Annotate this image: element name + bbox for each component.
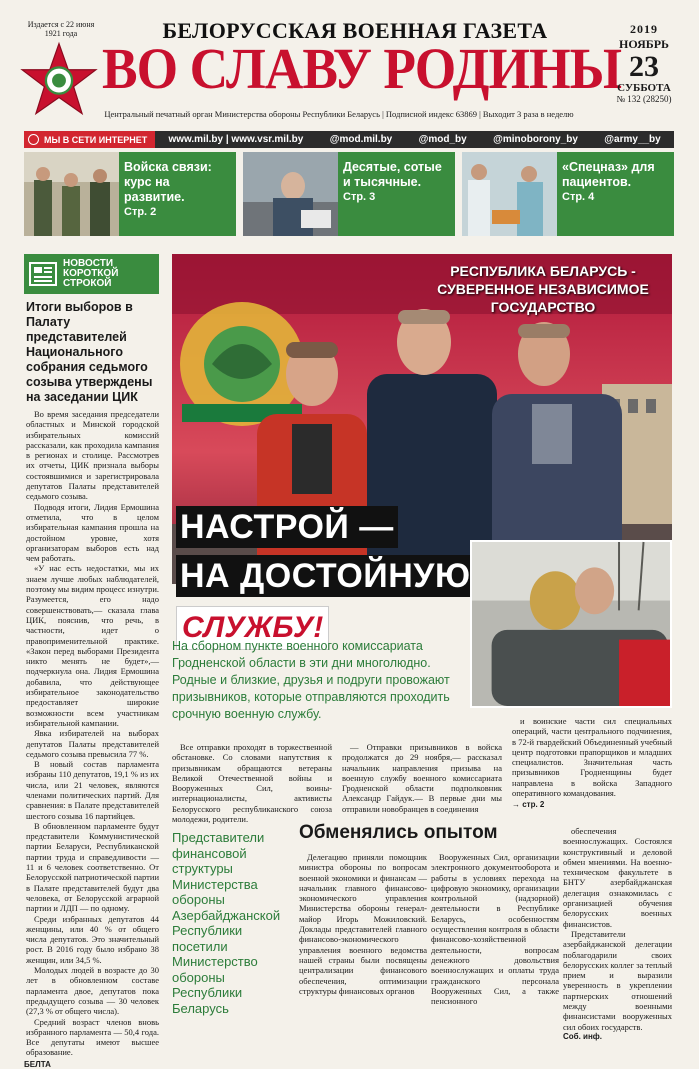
teaser-tenths[interactable] bbox=[243, 152, 455, 236]
news-paragraph: В новый состав парламента избраны 110 депутатов, 19,1 % из их числа, или 21 человек, являются членами политических партий. Для сравнения: в Палате представителей шестого созыва 16 партийцев. bbox=[26, 759, 159, 821]
news-paragraph: Явка избирателей на выборах депутатов Палаты представителей седьмого созыва превысила 77 %. bbox=[26, 728, 159, 759]
news-header bbox=[24, 254, 159, 294]
web-link-facebook[interactable]: @mod.mil.by bbox=[329, 134, 393, 145]
news-body bbox=[24, 409, 159, 1058]
feature-lead: На сборном пункте военного комиссариата Гродненской области в эти дни многолюдно. Родные и близкие, друзья и подруги провожают призывников, которые отправляются проходить срочную военную службу. bbox=[172, 639, 450, 721]
teaser-title: Десятые, сотые и тысячные. bbox=[343, 160, 442, 189]
continued-link[interactable]: → стр. 2 bbox=[512, 800, 545, 809]
web-link-sites[interactable]: www.mil.by | www.vsr.mil.by bbox=[168, 134, 304, 145]
newspaper-title: ВО СЛАВУ РОДИНЫ bbox=[102, 36, 622, 101]
web-link-instagram[interactable]: @army__by bbox=[604, 134, 661, 145]
issue-month: НОЯБРЬ bbox=[619, 37, 669, 51]
internet-bar bbox=[24, 131, 674, 148]
news-paragraph: В обновленном парламенте будут представители Коммунистической партии Беларуси, Республиканской партии труда и справедливости — 11 и 6 человек соответственно. От Белорусской патриотической партии в Палате представителей будут два человека, от Белорусской аграрной партии и ЛДП — по одному. bbox=[26, 820, 159, 914]
web-link-vk[interactable]: @minoborony_by bbox=[493, 134, 578, 145]
teaser-page: Стр. 2 bbox=[124, 206, 157, 218]
news-source: БЕЛТА bbox=[24, 1059, 51, 1069]
feature-banner: РЕСПУБЛИКА БЕЛАРУСЬ - СУВЕРЕННОЕ НЕЗАВИСИМОЕ ГОСУДАРСТВО bbox=[437, 263, 649, 315]
issue-day: 23 bbox=[629, 50, 659, 83]
teaser-page: Стр. 4 bbox=[562, 191, 595, 203]
issue-date bbox=[600, 22, 688, 104]
exchange-col-3b: Представители азербайджанской делегации поблагодарили своих белорусских коллег за теплый прием и выразили уверенность в укреплении партнерских отношений между военными финансистами вооруженных сил обоих государств. bbox=[563, 928, 672, 1032]
news-paragraph: Молодых людей в возрасте до 30 лет в обновленном составе парламента двое, депутатов пока предыдущего созыва — 30 человек (27,3 % от общего числа). bbox=[26, 965, 159, 1017]
teaser-title: «Спецназ» для пациентов. bbox=[562, 160, 655, 189]
teaser-signal-troops[interactable] bbox=[24, 152, 236, 236]
feature-col-3: и воинские части сил специальных операций, части центрального подчинения, в 72-й гвардейский Объединенный учебный центр подготовки прапорщиков и младших специалистов. Значительная часть призывников Гродненщины будет направлена в войска Западного оперативного командования. bbox=[512, 716, 672, 799]
photo-farewell-embrace bbox=[470, 540, 672, 708]
news-paragraph: «У нас есть недостатки, мы их знаем лучше любых наблюдателей, поэтому мы видим процесс изнутри. Разумеется, его надо совершенствовать,— сказала глава ЦИК, пояснив, что речь, в частности, идет о правоприменительной практике. «Закон перед выборами Президента никто менять не будет»,— подчеркнула она. Лидия Ермошина добавила, что действующее избирательное законодательство предоставляет широкие возможности всем участникам избирательной кампании. bbox=[26, 563, 159, 728]
teaser-photo-medics bbox=[462, 152, 557, 236]
web-link-twitter[interactable]: @mod_by bbox=[418, 134, 467, 145]
newspaper-supertitle: БЕЛОРУССКАЯ ВОЕННАЯ ГАЗЕТА bbox=[162, 18, 548, 43]
exchange-col-2: Вооруженных Сил, организации электронного документооборота и работы в условиях перехода на цифровую экономику, организации контрольной (надзорной) деятельности в Республике Беларусь, особенностям осуществления контроля в области финансово-хозяйственной деятельности, вопросам денежного довольствия военнослужащих и оплаты труда гражданского персонала Вооруженных Сил, а также пенсионного bbox=[431, 852, 559, 1007]
headline-line-1: НАСТРОЙ — bbox=[176, 506, 398, 548]
issue-year: 2019 bbox=[630, 22, 658, 36]
feature-headline bbox=[176, 506, 475, 654]
exchange-lead-note: Представители финансовой структуры Министерства обороны Азербайджанской Республики посетили Министерство обороны Республики Беларусь bbox=[172, 830, 281, 1016]
news-paragraph: Во время заседания председатели областных и Минской городской избирательных комиссий рассказали, как проходила кампания в регионах и столице. Рассмотрев их отчеты, ЦИК признала выборы состоявшимися и зарегистрировала депутатов Палаты представителей седьмого созыва. bbox=[26, 409, 159, 502]
news-paragraph: Подводя итоги, Лидия Ермошина отметила, что в целом избирательная кампания прошла на достойном уровне, хотя организаторам выборов есть над чем работать. bbox=[26, 501, 159, 564]
headline-line-2: НА ДОСТОЙНУЮ bbox=[176, 555, 475, 597]
issue-number: № 132 (28250) bbox=[616, 94, 672, 104]
issue-weekday: СУББОТА bbox=[617, 82, 671, 94]
headline-line-3: СЛУЖБУ! bbox=[176, 606, 329, 650]
publisher-subline: Центральный печатный орган Министерства обороны Республики Беларусь | Подписной индекс 63869 | Выходит 3 раза в неделю bbox=[104, 109, 574, 119]
exchange-title: Обменялись опытом bbox=[299, 822, 498, 843]
feature-col-1: Все отправки проходят в торжественной обстановке. Со словами напутствия к призывникам обращаются ветераны Великой Отечественной войны и Вооруженных Сил, воины-интернационалисты, активисты Белорусского республиканского союза молодежи, родители. bbox=[172, 742, 332, 825]
exchange-article bbox=[297, 822, 672, 1041]
masthead bbox=[0, 0, 699, 126]
exchange-col-1: Делегацию приняли помощник министра обороны по вопросам военной экономики и финансам — начальник главного финансово-экономического управления Министерства обороны генерал-майор Игорь Можиловский. Доклады представителей главного финансово-экономического управления военного ведомства нашей страны были посвящены централизации финансового обеспечения, оптимизации структуры финансовых органов bbox=[299, 852, 427, 996]
news-headline: Итоги выборов в Палату представителей Национального собрания седьмого созыва утверждены на заседании ЦИК bbox=[26, 300, 153, 404]
news-header-label: НОВОСТИ КОРОТКОЙ СТРОКОЙ bbox=[63, 258, 119, 289]
exchange-col-3a: обеспечения военнослужащих. Состоялся конструктивный и деловой обмен мнениями. На военно-техническом факультете в БНТУ азербайджанская делегация ознакомилась с организацией обучения белорусских военных финансистов. bbox=[563, 826, 672, 929]
newspaper-icon bbox=[29, 261, 57, 287]
established-note: Издается с 22 июня 1921 года bbox=[27, 20, 95, 38]
teaser-title: Войска связи: курс на развитие. bbox=[124, 160, 212, 204]
teaser-spetsnaz[interactable] bbox=[462, 152, 674, 236]
internet-label: МЫ В СЕТИ ИНТЕРНЕТ bbox=[24, 131, 155, 148]
teaser-page: Стр. 3 bbox=[343, 191, 376, 203]
news-column bbox=[24, 254, 159, 1069]
news-paragraph: Среди избранных депутатов 44 женщины, или 40 % от общего числа депутатов. Это значительный рост. В 2016 году было избрано 38 женщин, или 34,5 %. bbox=[26, 913, 159, 965]
news-paragraph: Средний возраст членов вновь избранного парламента — 50,4 года. Все депутаты имеют высшее образование. bbox=[26, 1016, 159, 1058]
internet-links bbox=[155, 134, 674, 145]
teaser-photo-officers bbox=[24, 152, 119, 236]
feature-col-2: — Отправки призывников в войска продолжатся до 29 ноября,— рассказал начальник направления призыва на военную службу военного комиссариата Гродненской области подполковник Александр Гайдук.— В первые дни мы отправили новобранцев в соединения bbox=[342, 742, 502, 814]
globe-icon bbox=[28, 134, 39, 145]
exchange-signature: Соб. инф. bbox=[563, 1031, 603, 1041]
red-star-emblem-icon bbox=[20, 42, 98, 116]
teaser-photo-desk bbox=[243, 152, 338, 236]
